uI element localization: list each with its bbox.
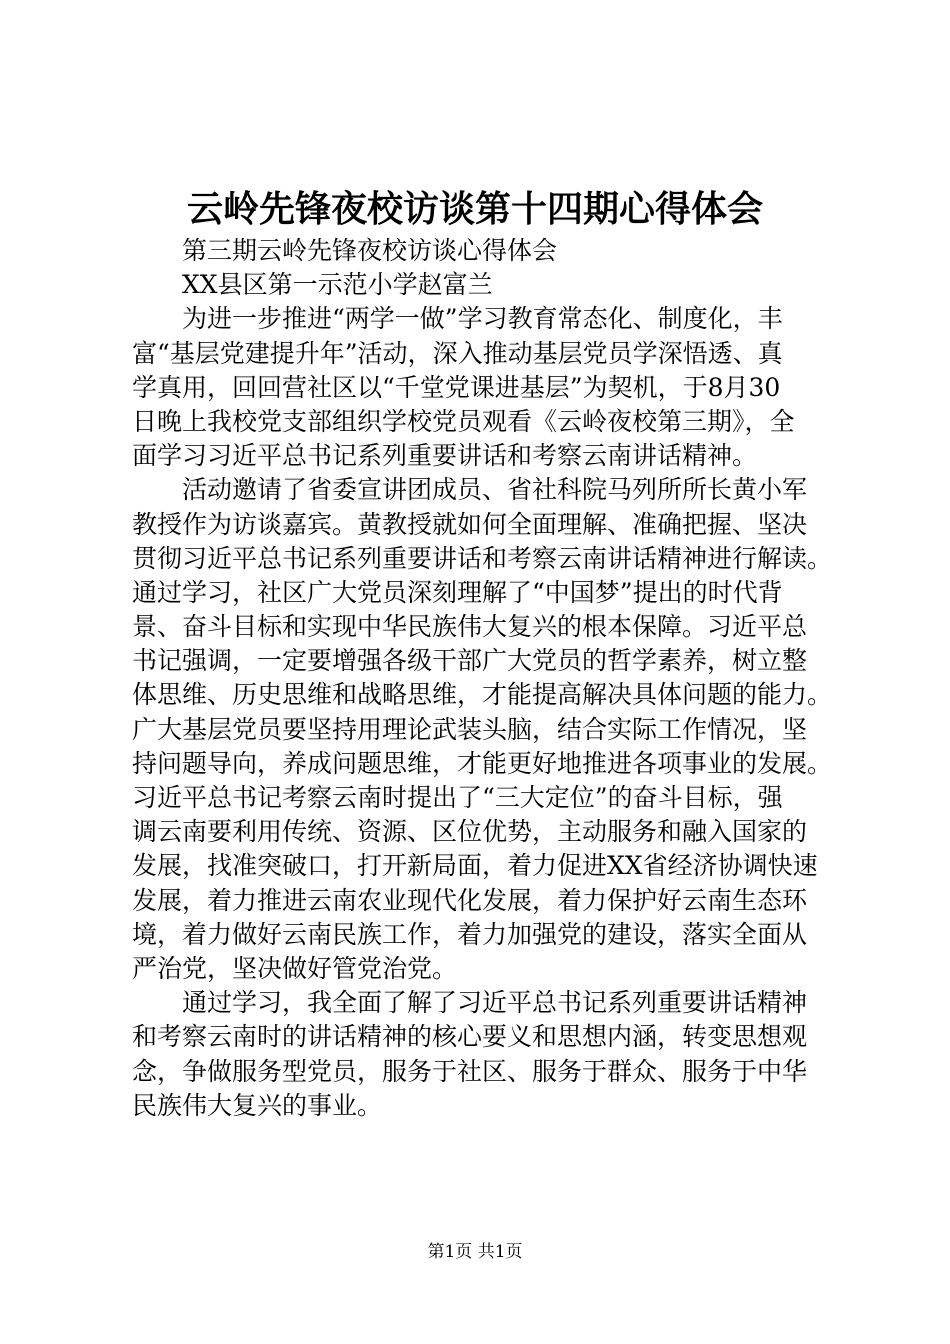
text-line: 通过学习，我全面了解了习近平总书记系列重要讲话精神 [132,988,808,1018]
text-line: 广大基层党员要坚持用理论武装头脑，结合实际工作情况，坚 [132,714,808,744]
text-line: 面学习习近平总书记系列重要讲话和考察云南讲话精神。 [132,441,758,471]
text-line: 第三期云岭先锋夜校访谈心得体会 [132,236,558,265]
text-line: 书记强调，一定要增强各级干部广大党员的哲学素养，树立整 [132,646,808,676]
text-line: 学真用，回回营社区以“千堂党课进基层”为契机，于8月30 [132,372,781,402]
text-line: 调云南要利用传统、资源、区位优势，主动服务和融入国家的 [132,817,808,847]
text-line: 和考察云南时的讲话精神的核心要义和思想内涵，转变思想观 [132,1022,808,1052]
text-line: 景、奋斗目标和实现中华民族伟大复兴的根本保障。习近平总 [132,612,808,642]
text-line: 贯彻习近平总书记系列重要讲话和考察云南讲话精神进行解读。 [132,543,833,573]
document-body [132,234,832,1123]
text-line: XX县区第一示范小学赵富兰 [132,270,493,300]
text-line: 体思维、历史思维和战略思维，才能提高解决具体问题的能力。 [132,680,833,710]
document-title: 云岭先锋夜校访谈第十四期心得体会 [186,188,763,230]
text-line: 为进一步推进“两学一做”学习教育常态化、制度化，丰 [132,304,783,334]
text-line: 发展，着力推进云南农业现代化发展，着力保护好云南生态环 [132,885,808,915]
text-line: 活动邀请了省委宣讲团成员、省社科院马列所所长黄小军 [132,475,808,505]
text-line: 通过学习，社区广大党员深刻理解了“中国梦”提出的时代背 [132,577,783,607]
text-line: 境，着力做好云南民族工作，着力加强党的建设，落实全面从 [132,919,808,949]
text-line: 民族伟大复兴的事业。 [132,1090,383,1120]
page-footer: 第1页 共1页 [427,1242,523,1262]
text-line: 日晚上我校党支部组织学校党员观看《云岭夜校第三期》，全 [132,406,795,436]
text-line: 习近平总书记考察云南时提出了“三大定位”的奋斗目标，强 [132,783,783,812]
text-line: 念，争做服务型党员，服务于社区、服务于群众、服务于中华 [132,1056,808,1086]
text-line: 持问题导向，养成问题思维，才能更好地推进各项事业的发展。 [132,748,833,778]
text-line: 发展，找准突破口，打开新局面，着力促进XX省经济协调快速 [132,851,818,881]
text-line: 严治党，坚决做好管党治党。 [132,953,458,983]
text-line: 教授作为访谈嘉宾。黄教授就如何全面理解、准确把握、坚决 [132,509,808,539]
text-line: 富“基层党建提升年”活动，深入推动基层党员学深悟透、真 [132,338,783,368]
